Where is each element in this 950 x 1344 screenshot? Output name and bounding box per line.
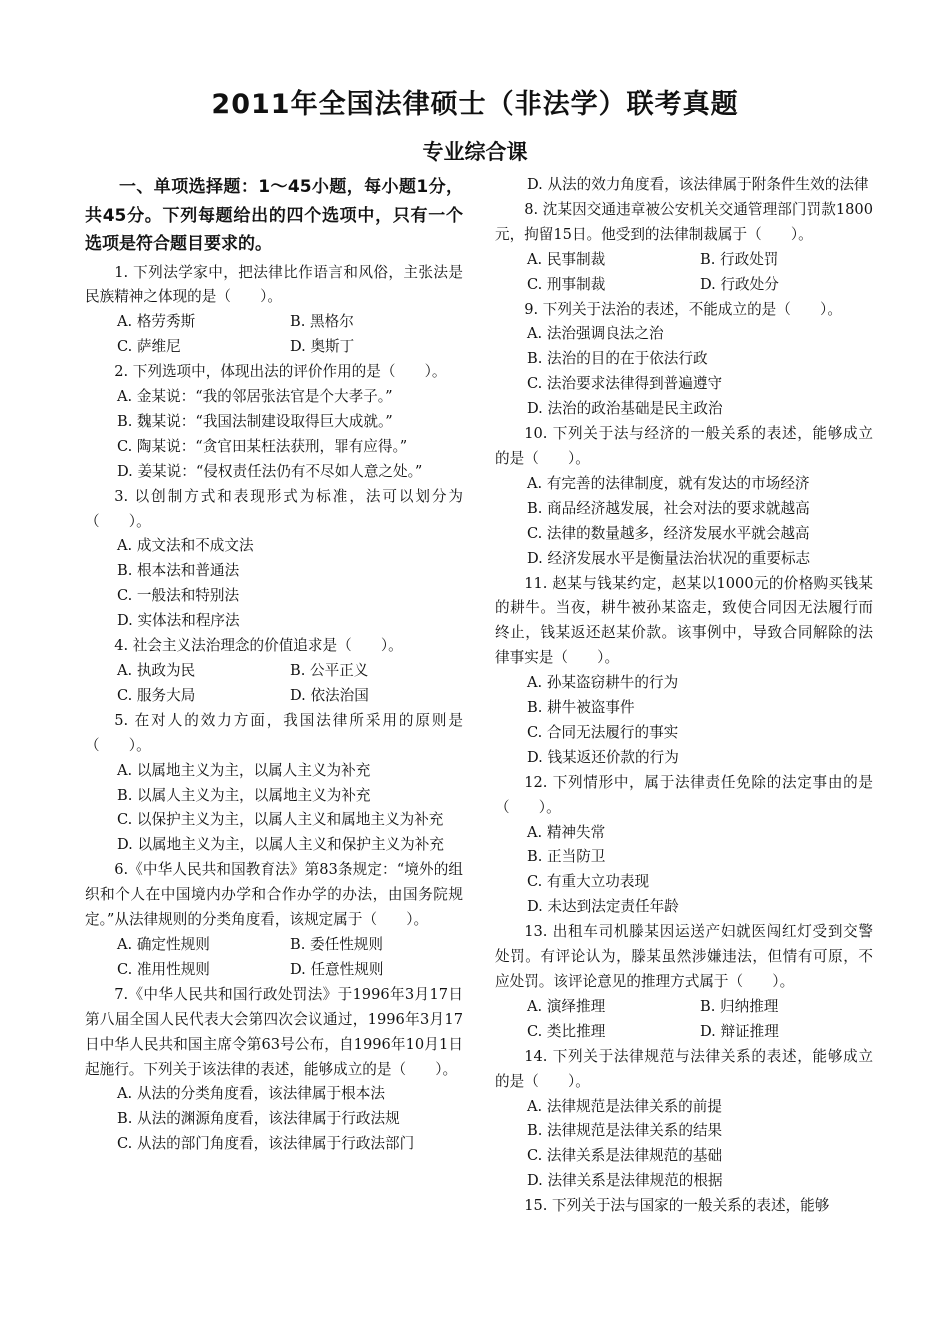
question-1-options-row [85, 310, 463, 335]
option: A. 格劳秀斯 [117, 313, 196, 331]
option: D. 经济发展水平是衡量法治状况的重要标志 [527, 549, 811, 567]
option: C. 萨维尼 [117, 338, 181, 356]
question-1-stem: 1. 下列法学家中，把法律比作语言和风俗，主张法是民族精神之体现的是（ ）。 [85, 263, 463, 306]
option: C. 有重大立功表现 [527, 873, 650, 891]
option: B. 委任性规则 [290, 935, 383, 953]
page-title: 2011年全国法律硕士（非法学）联考真题 [211, 89, 739, 120]
option: A. 执政为民 [117, 662, 196, 679]
question-13-options-row [495, 1020, 873, 1045]
option: C. 法律的数量越多，经济发展水平就会越高 [527, 524, 810, 542]
option: D. 行政处分 [700, 275, 779, 293]
question-7-stem: 7.《中华人民共和国行政处罚法》于1996年3月17日第八届全国人民代表大会第四次会议通过，1996年3月17日中华人民共和国主席令第63号公布，自1996年10月1日起施行。下列关于该法律的表述，能够成立的是（ ）。 [85, 985, 463, 1078]
option: A. 以属地主义为主，以属人主义为补充 [117, 761, 371, 779]
question-12-stem: 12. 下列情形中，属于法律责任免除的法定事由的是（ ）。 [495, 773, 873, 816]
option: D. 法律关系是法律规范的根据 [527, 1172, 723, 1190]
option: A. 孙某盗窃耕牛的行为 [527, 674, 679, 692]
option: D. 依法治国 [290, 686, 369, 704]
option: B. 商品经济越发展，社会对法的要求就越高 [527, 499, 810, 517]
option: C. 一般法和特别法 [117, 587, 240, 605]
question-2-stem: 2. 下列选项中，体现出法的评价作用的是（ ）。 [114, 363, 447, 381]
option: B. 法律规范是法律关系的结果 [527, 1122, 723, 1140]
option: A. 民事制裁 [527, 250, 606, 268]
option: C. 准用性规则 [117, 960, 210, 978]
option: A. 成文法和不成文法 [117, 537, 254, 555]
question-4-options-row [85, 684, 463, 709]
option: D. 辩证推理 [700, 1022, 779, 1040]
option: B. 根本法和普通法 [117, 562, 240, 580]
question-8-options-row [495, 273, 873, 298]
option: D. 法治的政治基础是民主政治 [527, 400, 723, 418]
option: D. 钱某返还价款的行为 [527, 748, 679, 766]
option: C. 服务大局 [117, 686, 196, 704]
option: A. 精神失常 [527, 823, 606, 841]
option: B. 魏某说：“我国法制建设取得巨大成就。” [117, 412, 393, 430]
option: B. 行政处罚 [700, 250, 779, 268]
option: A. 法治强调良法之治 [527, 325, 664, 343]
question-13-options-row [495, 995, 873, 1020]
option: A. 有完善的法律制度，就有发达的市场经济 [527, 474, 810, 492]
option: B. 公平正义 [290, 662, 369, 679]
question-1-options-row [85, 335, 463, 360]
question-13-stem: 13. 出租车司机滕某因运送产妇就医闯红灯受到交警处罚。有评论认为，滕某虽然涉嫌违法，但情有可原，不应处罚。该评论意见的推理方式属于（ ）。 [495, 923, 873, 990]
option: B. 归纳推理 [700, 997, 779, 1015]
option: D. 从法的效力角度看，该法律属于附条件生效的法律 [527, 176, 869, 193]
option: C. 法律关系是法律规范的基础 [527, 1147, 723, 1165]
question-15-stem: 15. 下列关于法与国家的一般关系的表述，能够 [524, 1197, 830, 1215]
option: D. 姜某说：“侵权责任法仍有不尽如人意之处。” [117, 462, 423, 480]
option: A. 演绎推理 [527, 997, 606, 1015]
question-6-options-row [85, 933, 463, 958]
question-4-options-row [85, 659, 463, 684]
option: A. 确定性规则 [117, 935, 210, 953]
page-subtitle: 专业综合课 [422, 140, 528, 164]
option: B. 以属人主义为主，以属地主义为补充 [117, 786, 371, 804]
option: C. 类比推理 [527, 1022, 606, 1040]
option: B. 从法的渊源角度看，该法律属于行政法规 [117, 1110, 400, 1128]
option: D. 任意性规则 [290, 960, 384, 978]
option: B. 黑格尔 [290, 313, 354, 331]
option: A. 法律规范是法律关系的前提 [527, 1097, 722, 1115]
option: C. 以保护主义为主，以属人主义和属地主义为补充 [117, 811, 444, 829]
question-9-stem: 9. 下列关于法治的表述，不能成立的是（ ）。 [524, 300, 842, 318]
question-11-stem: 11. 赵某与钱某约定，赵某以1000元的价格购买钱某的耕牛。当夜，耕牛被孙某盗走，致使合同因无法履行而终止，钱某返还赵某价款。该事例中，导致合同解除的法律事实是（ ）。 [495, 574, 873, 667]
option: C. 合同无法履行的事实 [527, 723, 679, 741]
option: D. 奥斯丁 [290, 338, 355, 356]
option: B. 正当防卫 [527, 848, 606, 866]
option: B. 耕牛被盗事件 [527, 699, 635, 717]
question-8-stem: 8. 沈某因交通违章被公安机关交通管理部门罚款1800元，拘留15日。他受到的法律制裁属于（ ）。 [495, 200, 873, 243]
option: D. 实体法和程序法 [117, 612, 240, 630]
left-column [85, 173, 463, 1157]
question-10-stem: 10. 下列关于法与经济的一般关系的表述，能够成立的是（ ）。 [495, 425, 873, 467]
section-heading: 一、单项选择题：1～45小题，每小题1分，共45分。下列每题给出的四个选项中，只有一个选项是符合题目要求的。 [85, 177, 463, 254]
option: D. 未达到法定责任年龄 [527, 898, 679, 916]
right-column [495, 173, 873, 1219]
option: B. 法治的目的在于依法行政 [527, 350, 708, 368]
option: A. 金某说：“我的邻居张法官是个大孝子。” [117, 388, 393, 406]
option: D. 以属地主义为主，以属人主义和保护主义为补充 [117, 836, 444, 854]
question-6-options-row [85, 958, 463, 983]
option: C. 刑事制裁 [527, 275, 606, 293]
question-5-stem: 5. 在对人的效力方面，我国法律所采用的原则是（ ）。 [85, 711, 463, 754]
option: A. 从法的分类角度看，该法律属于根本法 [117, 1085, 385, 1103]
question-8-options-row [495, 248, 873, 273]
question-6-stem: 6.《中华人民共和国教育法》第83条规定：“境外的组织和个人在中国境内办学和合作办学的办法，由国务院规定。”从法律规则的分类角度看，该规定属于（ ）。 [85, 861, 463, 929]
question-14-stem: 14. 下列关于法律规范与法律关系的表述，能够成立的是（ ）。 [495, 1047, 873, 1090]
option: C. 陶某说：“贪官田某枉法获刑，罪有应得。” [117, 437, 408, 455]
question-4-stem: 4. 社会主义法治理念的价值追求是（ ）。 [114, 637, 403, 655]
question-3-stem: 3. 以创制方式和表现形式为标准，法可以划分为（ ）。 [85, 487, 463, 530]
option: C. 法治要求法律得到普遍遵守 [527, 375, 723, 393]
option: C. 从法的部门角度看，该法律属于行政法部门 [117, 1135, 415, 1153]
